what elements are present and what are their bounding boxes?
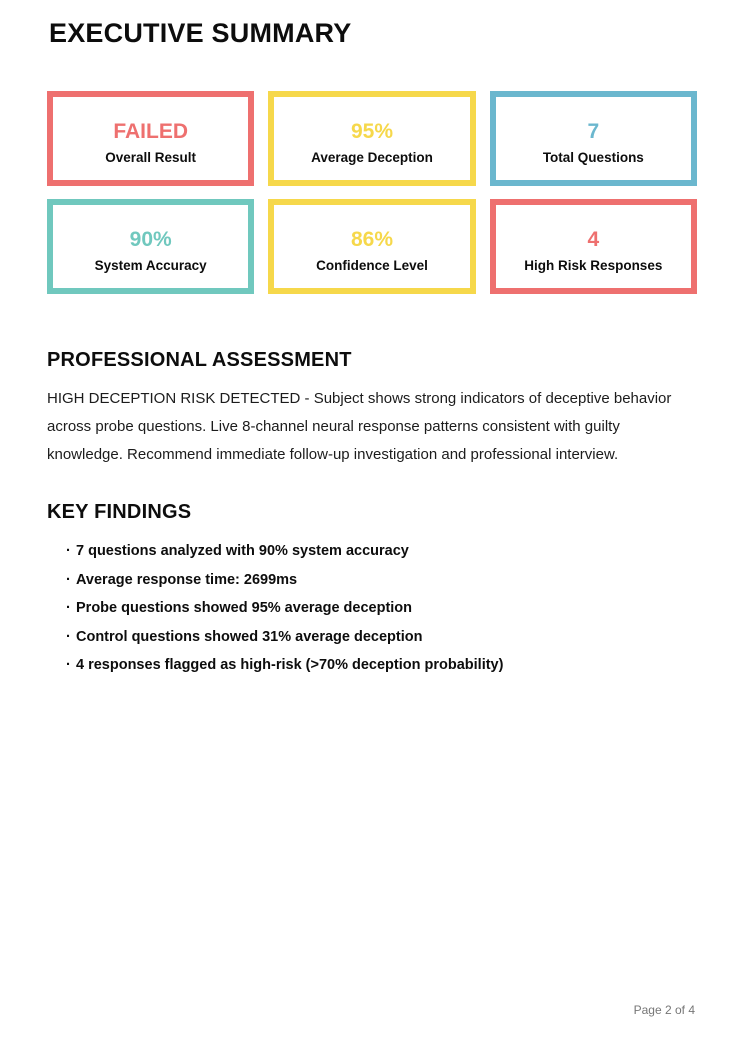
findings-list (47, 543, 697, 674)
stat-label: Total Questions (542, 149, 644, 165)
stat-value: 86% (350, 227, 393, 251)
stat-value: 95% (350, 119, 393, 143)
stat-value: 7 (587, 119, 600, 143)
finding-item: · 7 questions analyzed with 90% system accuracy (68, 543, 697, 560)
stat-cards-grid (47, 91, 697, 294)
findings-heading: KEY FINDINGS (47, 501, 192, 523)
stat-label: Overall Result (105, 149, 197, 165)
stat-label: System Accuracy (94, 257, 207, 273)
stat-card-overall-result (47, 91, 254, 186)
stat-card-total-questions (490, 91, 697, 186)
page-title: EXECUTIVE SUMMARY (49, 18, 352, 48)
finding-item: · 4 responses flagged as high-risk (>70% deception probability) (68, 657, 697, 674)
stat-value: 4 (587, 227, 600, 251)
assessment-heading: PROFESSIONAL ASSESSMENT (47, 349, 352, 371)
stat-card-confidence-level (268, 199, 475, 294)
stat-card-system-accuracy (47, 199, 254, 294)
finding-item: · Control questions showed 31% average deception (68, 629, 697, 646)
stat-card-average-deception (268, 91, 475, 186)
stat-label: Average Deception (311, 149, 433, 165)
stat-card-high-risk-responses (490, 199, 697, 294)
stat-label: High Risk Responses (524, 257, 663, 273)
page-number: Page 2 of 4 (633, 1003, 695, 1017)
stat-label: Confidence Level (316, 257, 428, 273)
finding-item: · Probe questions showed 95% average deception (68, 600, 697, 617)
stat-value: FAILED (113, 119, 188, 143)
finding-item: · Average response time: 2699ms (68, 572, 697, 589)
assessment-body: HIGH DECEPTION RISK DETECTED - Subject shows strong indicators of deceptive behavior across probe questions. Live 8-channel neural response patterns consistent with guilty knowledge. Recommend immediate follow-up investigation and professional interview. (47, 390, 672, 463)
stat-value: 90% (129, 227, 172, 251)
